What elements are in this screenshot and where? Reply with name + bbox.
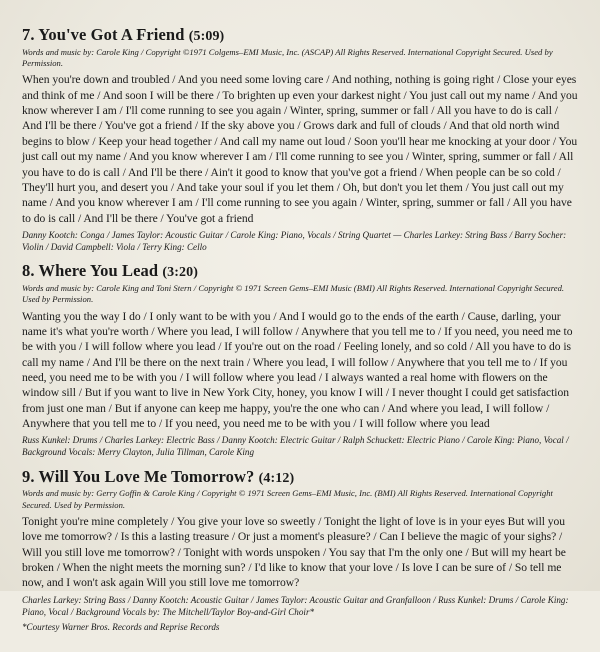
track-entry-8	[22, 262, 578, 458]
track-title-7	[22, 26, 578, 45]
track-duration-9: (4:12)	[258, 470, 295, 486]
courtesy-footnote: *Courtesy Warner Bros. Records and Reprise Records	[22, 621, 220, 632]
track-lyrics-8: Wanting you the way I do / I only want to be with you / And I would go to the ends of the earth / Cause, darling, your name it's what you're worth / Where you lead, I will follow / Anywhere that you tell me to / If you need, you need me to be with you / I will follow where you lead / If you're out on the road / Feeling lonely, and so cold / All you have to do is call my name / And I'll be there on the next train / Where you lead, I will follow / Anywhere that you tell me to / If you need, you need me to be with you / I will follow where you lead / I always wanted a real home with flowers on the window sill / But if you want to live in New York City, honey, you know I will / I never thought I could get satisfaction from just one man / But if anyone can keep me happy, you're the one who can / And where you lead, I will follow / Anywhere that you tell me to / If you need, you need me to be with you / I will follow where you lead	[22, 309, 573, 431]
track-title-text-7: 7. You've Got A Friend	[22, 25, 185, 44]
track-musicians-9: Charles Larkey: String Bass / Danny Kootch: Acoustic Guitar / James Taylor: Acoustic Guitar and Granfalloon / Russ Kunkel: Drums / Carole King: Piano, Vocal / Background Vocals by: The Mitchell/Taylor Boy-and-Girl Choir*	[22, 594, 569, 617]
track-entry-7	[22, 26, 578, 253]
track-credit-8: Words and music by: Carole King and Toni Stern / Copyright © 1971 Screen Gems–EMI Music (BMI) All Rights Reserved. International Copyright Secured. Used by Permission.	[22, 282, 565, 305]
track-credit-9: Words and music by: Gerry Goffin & Carole King / Copyright © 1971 Screen Gems–EMI Music, Inc. (BMI) All Rights Reserved. International Copyright Secured. Used by Permission.	[22, 488, 553, 510]
track-title-text-8: 8. Where You Lead	[22, 261, 159, 281]
track-credit-7: Words and music by: Carole King / Copyright ©1971 Colgems–EMI Music, Inc. (ASCAP) All Rights Reserved. International Copyright Secured. Used by Permission.	[22, 46, 553, 69]
track-lyrics-7: When you're down and troubled / And you need some loving care / And nothing, nothing is going right / Close your eyes and think of me / And soon I will be there / To brighten up even your darkest night / You just call out my name / And you know wherever I am / I'll come running to see you again / Winter, spring, summer or fall / All you have to do is call / And I'll be there / You've got a friend / If the sky above you / Grows dark and full of clouds / And that old north wind begins to blow / Keep your head together / And call my name out loud / Soon you'll hear me knocking at your door / You just call out my name / And you know wherever I am / I'll come running to see you / Winter, spring, summer or fall / All you have to do is call / And I'll be there / Ain't it good to know that you've got a friend / When people can be so cold / They'll hurt you, and desert you / And take your soul if you let them / Oh, but don't you let them / You just call out my name / And you know wherever I am / I'll come running to see you again / Winter, spring, summer or fall / All you have to do is call / And I'll be there / You've got a friend	[22, 73, 578, 225]
track-musicians-7: Danny Kootch: Conga / James Taylor: Acoustic Guitar / Carole King: Piano, Vocals / String Quartet — Charles Larkey: String Bass / Barry Socher: Violin / David Campbell: Viola / Terry King: Cello	[22, 229, 567, 253]
track-entry-9	[22, 468, 578, 633]
track-title-8	[22, 262, 578, 281]
track-title-text-9: 9. Will You Love Me Tomorrow?	[22, 466, 255, 486]
track-title-9	[22, 468, 578, 487]
track-lyrics-9: Tonight you're mine completely / You give your love so sweetly / Tonight the light of love is in your eyes But will you love me tomorrow? / Is this a lasting treasure / Or just a moment's pleasure? / Can I believe the magic of your sighs? / Will you still love me tomorrow? / Tonight with words unspoken / You say that I'm the only one / But will my heart be broken / When the night meets the morning sun? / I'd like to know that your love / Is love I can be sure of / So tell me now, and I won't ask again Will you still love me tomorrow?	[22, 514, 566, 590]
track-musicians-8: Russ Kunkel: Drums / Charles Larkey: Electric Bass / Danny Kootch: Electric Guitar / Ralph Schuckett: Electric Piano / Carole King: Piano, Vocal / Background Vocals: Merry Clayton, Julia Tillman, Carole King	[22, 435, 569, 458]
track-duration-7: (5:09)	[188, 29, 225, 44]
track-duration-8: (3:20)	[162, 265, 198, 281]
